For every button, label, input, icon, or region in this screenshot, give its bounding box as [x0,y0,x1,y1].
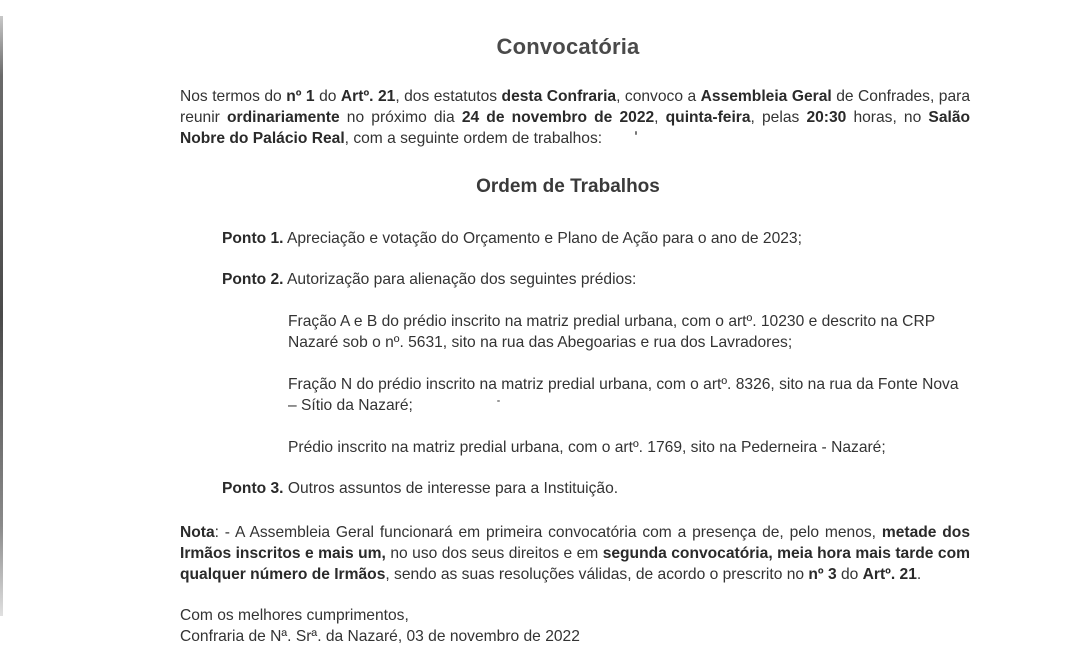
point-label: Ponto 2. [222,271,284,288]
point-text: Outros assuntos de interesse para a Instituição. [283,480,619,497]
bold-text-run: Nota [180,524,215,541]
text-run: , sendo as suas resoluções válidas, de acordo o prescrito no [385,566,809,583]
text-run: do [836,566,863,583]
agenda-point-2 [222,269,636,290]
text-run: : - A Assembleia Geral funcionará em primeira convocatória com a presença de, pelo menos, [214,524,882,541]
text-run: horas, no [846,109,929,126]
text-run: . [916,566,922,583]
closing-greeting: Com os melhores cumprimentos, [180,607,409,624]
text-run: no próximo dia [339,109,462,126]
point-text: Autorização para alienação dos seguintes prédios: [283,271,637,288]
agenda-point-3 [222,478,618,499]
point-label: Ponto 1. [222,230,284,247]
closing-block [180,605,580,647]
bold-text-run: nº 1 [286,88,315,105]
intro-paragraph [180,86,970,149]
property-item-3: Prédio inscrito na matriz predial urbana, com o artº. 1769, sito na Pederneira - Nazaré; [288,439,886,456]
agenda-heading: Ordem de Trabalhos [476,176,660,197]
agenda-point-1 [222,228,802,249]
point-label: Ponto 3. [222,480,284,497]
text-run: , dos estatutos [395,88,502,105]
bold-text-run: desta Confraria [501,88,617,105]
point-text: Apreciação e votação do Orçamento e Plano de Ação para o ano de 2023; [283,230,802,247]
bold-text-run: 24 de novembro de 2022 [461,109,655,126]
bold-text-run: Assembleia Geral [700,88,832,105]
text-run: , pelas [750,109,807,126]
property-item-1: Fração A e B do prédio inscrito na matriz predial urbana, com o artº. 10230 e descrito na CRP Nazaré sob o nº. 5631, sito na rua das Abegoarias e rua dos Lavradores; [288,313,935,351]
bold-text-run: nº 3 [808,566,837,583]
bold-text-run: metade dos Irmãos inscritos e mais um, [180,524,970,562]
note-paragraph [180,522,970,585]
bold-text-run: 20:30 [806,109,847,126]
text-run: , convoco a [616,88,701,105]
text-run: no uso dos seus direitos e em [385,545,603,562]
closing-signature: Confraria de Nª. Srª. da Nazaré, 03 de novembro de 2022 [180,628,580,645]
text-run: de Confrades, para reunir [180,88,971,126]
bold-text-run: Salão Nobre do Palácio Real [180,109,971,147]
scan-speck [497,400,500,402]
text-run: , [654,109,666,126]
text-run: , com a seguinte ordem de trabalhos: [344,130,603,147]
bold-text-run: ordinariamente [227,109,340,126]
bold-text-run: quinta-feira [665,109,751,126]
scan-speck [635,131,637,135]
bold-text-run: Artº. 21 [862,566,917,583]
bold-text-run: segunda convocatória, meia hora mais tarde com qualquer número de Irmãos [180,545,970,583]
document-title: Convocatória [496,34,640,59]
text-run: do [314,88,341,105]
bold-text-run: Artº. 21 [340,88,396,105]
property-item-2: Fração N do prédio inscrito na matriz predial urbana, com o artº. 8326, sito na rua da Fonte Nova – Sítio da Nazaré; [288,376,959,414]
text-run: Nos termos do [180,88,287,105]
